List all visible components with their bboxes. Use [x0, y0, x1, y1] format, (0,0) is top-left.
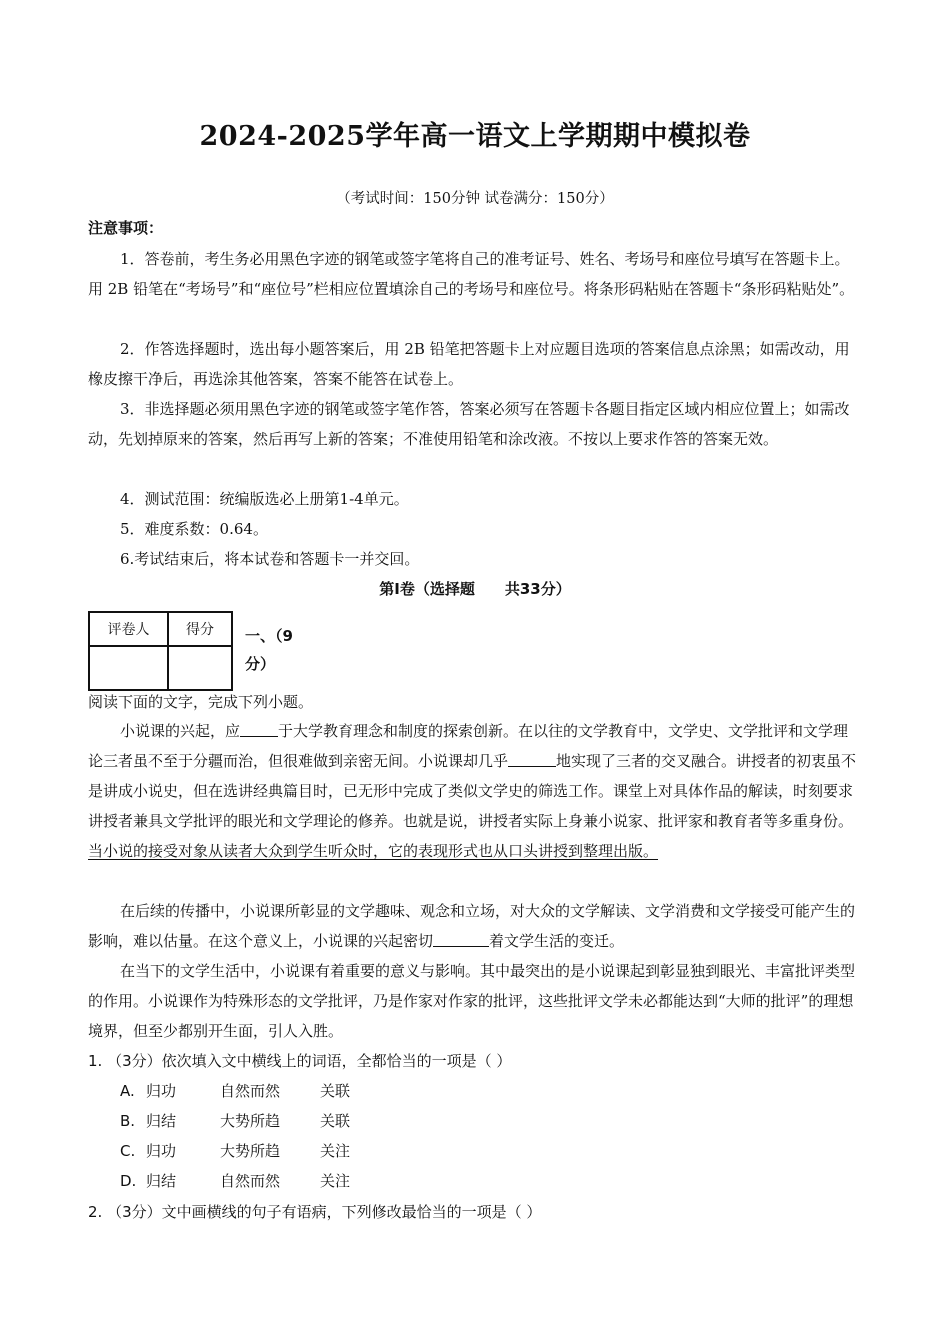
note-item-2: 2．作答选择题时，选出每小题答案后，用 2B 铅笔把答题卡上对应题目选项的答案信息点涂黑；如需改动，用橡皮擦干净后，再选涂其他答案，答案不能答在试卷上。 — [88, 340, 850, 388]
option-letter: D. — [120, 1172, 137, 1190]
question-2-stem: 2. （3分）文中画横线的句子有语病，下列修改最恰当的一项是（ ） — [88, 1203, 542, 1221]
question-1-stem: 1. （3分）依次填入文中横线上的词语，全都恰当的一项是（ ） — [88, 1052, 512, 1070]
question-1-option-d — [120, 1166, 350, 1196]
section-heading-left: 第Ⅰ卷（选择题 — [379, 580, 475, 598]
blank-2 — [508, 748, 556, 767]
exam-title: 2024-2025学年高一语文上学期期中模拟卷 — [199, 121, 751, 152]
blank-3 — [433, 928, 489, 947]
score-header: 得分 — [168, 612, 232, 646]
question-1-option-c — [120, 1136, 350, 1166]
option-word-1: 归结 — [146, 1172, 177, 1190]
note-item-4: 4．测试范围：统编版选必上册第1-4单元。 — [120, 490, 409, 508]
option-word-3: 关注 — [320, 1172, 351, 1190]
option-word-1: 归功 — [146, 1142, 177, 1160]
passage-p1-segment-c: 地实现了三者的交叉融合。讲授者的初衷虽不是讲成小说史，但在选讲经典篇目时，已无形中完成了类似文学史的筛选工作。课堂上对具体作品的解读，时刻要求讲授者兼具文学批评的眼光和文学理论的修养。也就是说，讲授者实际上身兼小说家、批评家和教育者等多重身份。 — [88, 752, 857, 830]
note-item-6: 6.考试结束后，将本试卷和答题卡一并交回。 — [120, 550, 420, 568]
section-heading — [0, 578, 950, 599]
part-one-heading — [245, 622, 293, 678]
note-item-5: 5．难度系数：0.64。 — [120, 520, 268, 538]
note-item-1: 1．答卷前，考生务必用黑色字迹的钢笔或签字笔将自己的准考证号、姓名、考场号和座位号填写在答题卡上。用 2B 铅笔在“考场号”和“座位号”栏相应位置填涂自己的考场号和座位号。将条形码粘贴在答题卡“条形码粘贴处”。 — [88, 250, 855, 298]
grader-header: 评卷人 — [89, 612, 168, 646]
passage-paragraph-3: 在当下的文学生活中，小说课有着重要的意义与影响。其中最突出的是小说课起到彰显独到眼光、丰富批评类型的作用。小说课作为特殊形态的文学批评，乃是作家对作家的批评，这些批评文学未必都能达到“大师的批评”的理想境界，但至少都别开生面，引人入胜。 — [88, 962, 856, 1040]
passage-paragraph-2 — [88, 896, 863, 956]
blank-1 — [240, 718, 278, 737]
option-word-2: 大势所趋 — [220, 1142, 281, 1160]
option-word-3: 关联 — [320, 1112, 351, 1130]
option-word-2: 自然而然 — [220, 1082, 281, 1100]
option-word-3: 关注 — [320, 1142, 351, 1160]
option-word-2: 自然而然 — [220, 1172, 281, 1190]
option-letter: B. — [120, 1112, 136, 1130]
option-letter: C. — [120, 1142, 136, 1160]
notes-heading: 注意事项： — [88, 219, 164, 237]
option-word-1: 归功 — [146, 1082, 177, 1100]
passage-paragraph-1 — [88, 716, 863, 866]
passage-p1-segment-b: 于大学教育理念和制度的探索创新。在以往的文学教育中，文学史、文学批评和文学理论三者虽不至于分疆而治，但很难做到亲密无间。小说课却几乎 — [88, 722, 849, 770]
option-word-3: 关联 — [320, 1082, 351, 1100]
note-item-3: 3．非选择题必须用黑色字迹的钢笔或签字笔作答，答案必须写在答题卡各题目指定区域内相应位置上；如需改动，先划掉原来的答案，然后再写上新的答案；不准使用铅笔和涂改液。不按以上要求作答的答案无效。 — [88, 400, 850, 448]
passage-p1-segment-a: 小说课的兴起，应 — [120, 722, 241, 740]
part-one-line-2: 分） — [245, 655, 276, 673]
passage-p2-segment-a: 在后续的传播中，小说课所彰显的文学趣味、观念和立场，对大众的文学解读、文学消费和文学接受可能产生的影响，难以估量。在这个意义上，小说课的兴起密切 — [88, 902, 856, 950]
section-heading-right: 共33分） — [504, 580, 571, 598]
passage-p2-segment-b: 着文学生活的变迁。 — [489, 932, 625, 950]
option-word-2: 大势所趋 — [220, 1112, 281, 1130]
option-letter: A. — [120, 1082, 135, 1100]
reading-instruction: 阅读下面的文字，完成下列小题。 — [88, 693, 314, 711]
exam-subtitle: （考试时间：150分钟 试卷满分：150分） — [336, 191, 614, 207]
option-word-1: 归结 — [146, 1112, 177, 1130]
question-1-option-a — [120, 1076, 350, 1106]
underlined-sentence: 当小说的接受对象从读者大众到学生听众时，它的表现形式也从口头讲授到整理出版。 — [88, 842, 659, 860]
part-one-line-1: 一、（9 — [245, 627, 293, 645]
score-table — [88, 611, 233, 691]
grader-cell — [89, 646, 168, 690]
score-cell — [168, 646, 232, 690]
question-1-option-b — [120, 1106, 350, 1136]
